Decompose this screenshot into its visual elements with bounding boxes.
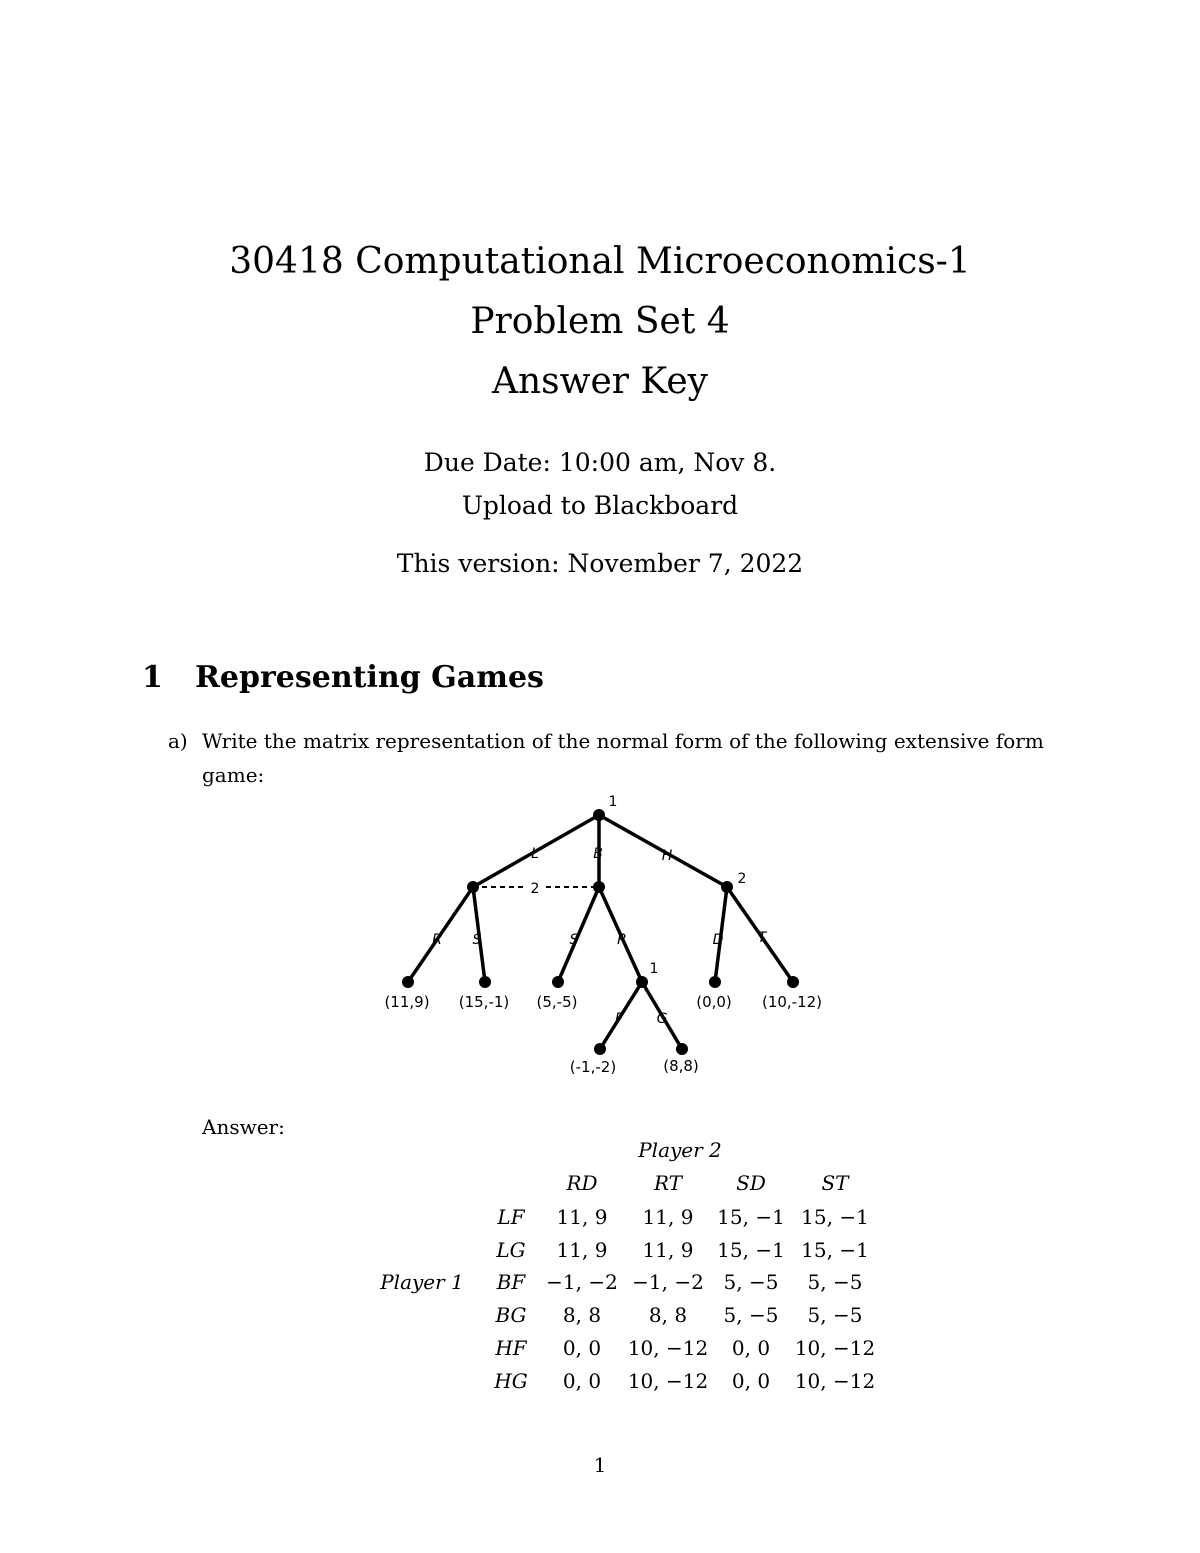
matrix-cell: 5, −5 [807,1303,863,1327]
move-label-R: R [617,932,627,948]
section-number: 1 [142,660,163,695]
column-header: SD [736,1171,766,1195]
payoff-label: (11,9) [384,993,430,1011]
matrix-cell: 15, −1 [717,1238,785,1262]
move-label-S: S [472,932,482,948]
column-header: RT [653,1171,683,1195]
matrix-cell: 5, −5 [807,1270,863,1294]
row-header: BF [496,1270,526,1294]
matrix-cell: 15, −1 [717,1205,785,1229]
matrix-cell: 10, −12 [794,1336,876,1360]
terminal-node [709,976,721,988]
sub-player-label: 1 [649,961,659,977]
matrix-cell: 8, 8 [648,1303,688,1327]
player1-label: Player 1 [380,1270,464,1294]
matrix-cell: 15, −1 [801,1205,869,1229]
problem-set-title: Problem Set 4 [470,301,730,342]
matrix-cell: 8, 8 [562,1303,602,1327]
row-header: LG [496,1238,526,1262]
matrix-cell: 0, 0 [562,1336,602,1360]
matrix-cell: 11, 9 [642,1238,694,1262]
matrix-cell: 11, 9 [556,1238,608,1262]
column-header: ST [821,1171,849,1195]
document-title: 30418 Computational Microeconomics-1 [229,241,971,282]
page-number: 1 [593,1453,607,1477]
matrix-cell: 0, 0 [562,1369,602,1393]
payoff-label: (5,-5) [536,993,578,1011]
matrix-cell: 15, −1 [801,1238,869,1262]
move-label-R: R [432,932,442,948]
payoff-label: (0,0) [696,993,732,1011]
upload-note: Upload to Blackboard [461,491,739,520]
matrix-cell: 0, 0 [731,1369,771,1393]
terminal-node [402,976,414,988]
matrix-cell: 10, −12 [794,1369,876,1393]
matrix-cell: −1, −2 [546,1270,618,1294]
matrix-cell: 11, 9 [556,1205,608,1229]
matrix-cell: 10, −12 [627,1369,709,1393]
question-text-line2: game: [202,763,265,787]
move-label-B: B [593,846,603,862]
question-label: a) [168,729,188,753]
answer-key-title: Answer Key [492,361,708,402]
row-header: HG [494,1369,528,1393]
info-set-player-label: 2 [530,881,540,897]
terminal-node [552,976,564,988]
answer-label: Answer: [202,1115,285,1139]
terminal-node [479,976,491,988]
terminal-node [676,1043,688,1055]
node-middle [593,881,605,893]
terminal-node [787,976,799,988]
move-label-L: L [531,846,539,862]
payoff-label: (-1,-2) [569,1058,617,1076]
matrix-cell: 5, −5 [723,1303,779,1327]
row-header: HF [495,1336,527,1360]
move-label-S: S [569,932,579,948]
terminal-node [594,1043,606,1055]
matrix-cell: 5, −5 [723,1270,779,1294]
node-right [721,881,733,893]
column-header: RD [566,1171,598,1195]
player2-label: Player 2 [638,1138,722,1162]
matrix-cell: 11, 9 [642,1205,694,1229]
move-label-F: F [614,1011,624,1027]
move-label-D: D [712,932,724,948]
matrix-cell: 0, 0 [731,1336,771,1360]
row-header: LF [497,1205,525,1229]
root-player-label: 1 [608,794,618,810]
matrix-cell: 10, −12 [627,1336,709,1360]
version-date: This version: November 7, 2022 [396,549,804,578]
payoff-label: (8,8) [663,1057,699,1075]
payoff-label: (15,-1) [458,993,510,1011]
root-node [593,809,605,821]
payoff-label: (10,-12) [761,993,823,1011]
matrix-cell: −1, −2 [632,1270,704,1294]
row-header: BG [495,1303,527,1327]
move-label-T: T [757,930,767,946]
node-left [467,881,479,893]
question-text-line1: Write the matrix representation of the normal form of the following extensive form [202,729,1044,753]
move-label-G: G [656,1011,668,1027]
due-date: Due Date: 10:00 am, Nov 8. [423,448,777,477]
right-player-label: 2 [737,871,747,887]
move-label-H: H [661,848,673,864]
node-sub [636,976,648,988]
section-title: Representing Games [195,660,544,695]
